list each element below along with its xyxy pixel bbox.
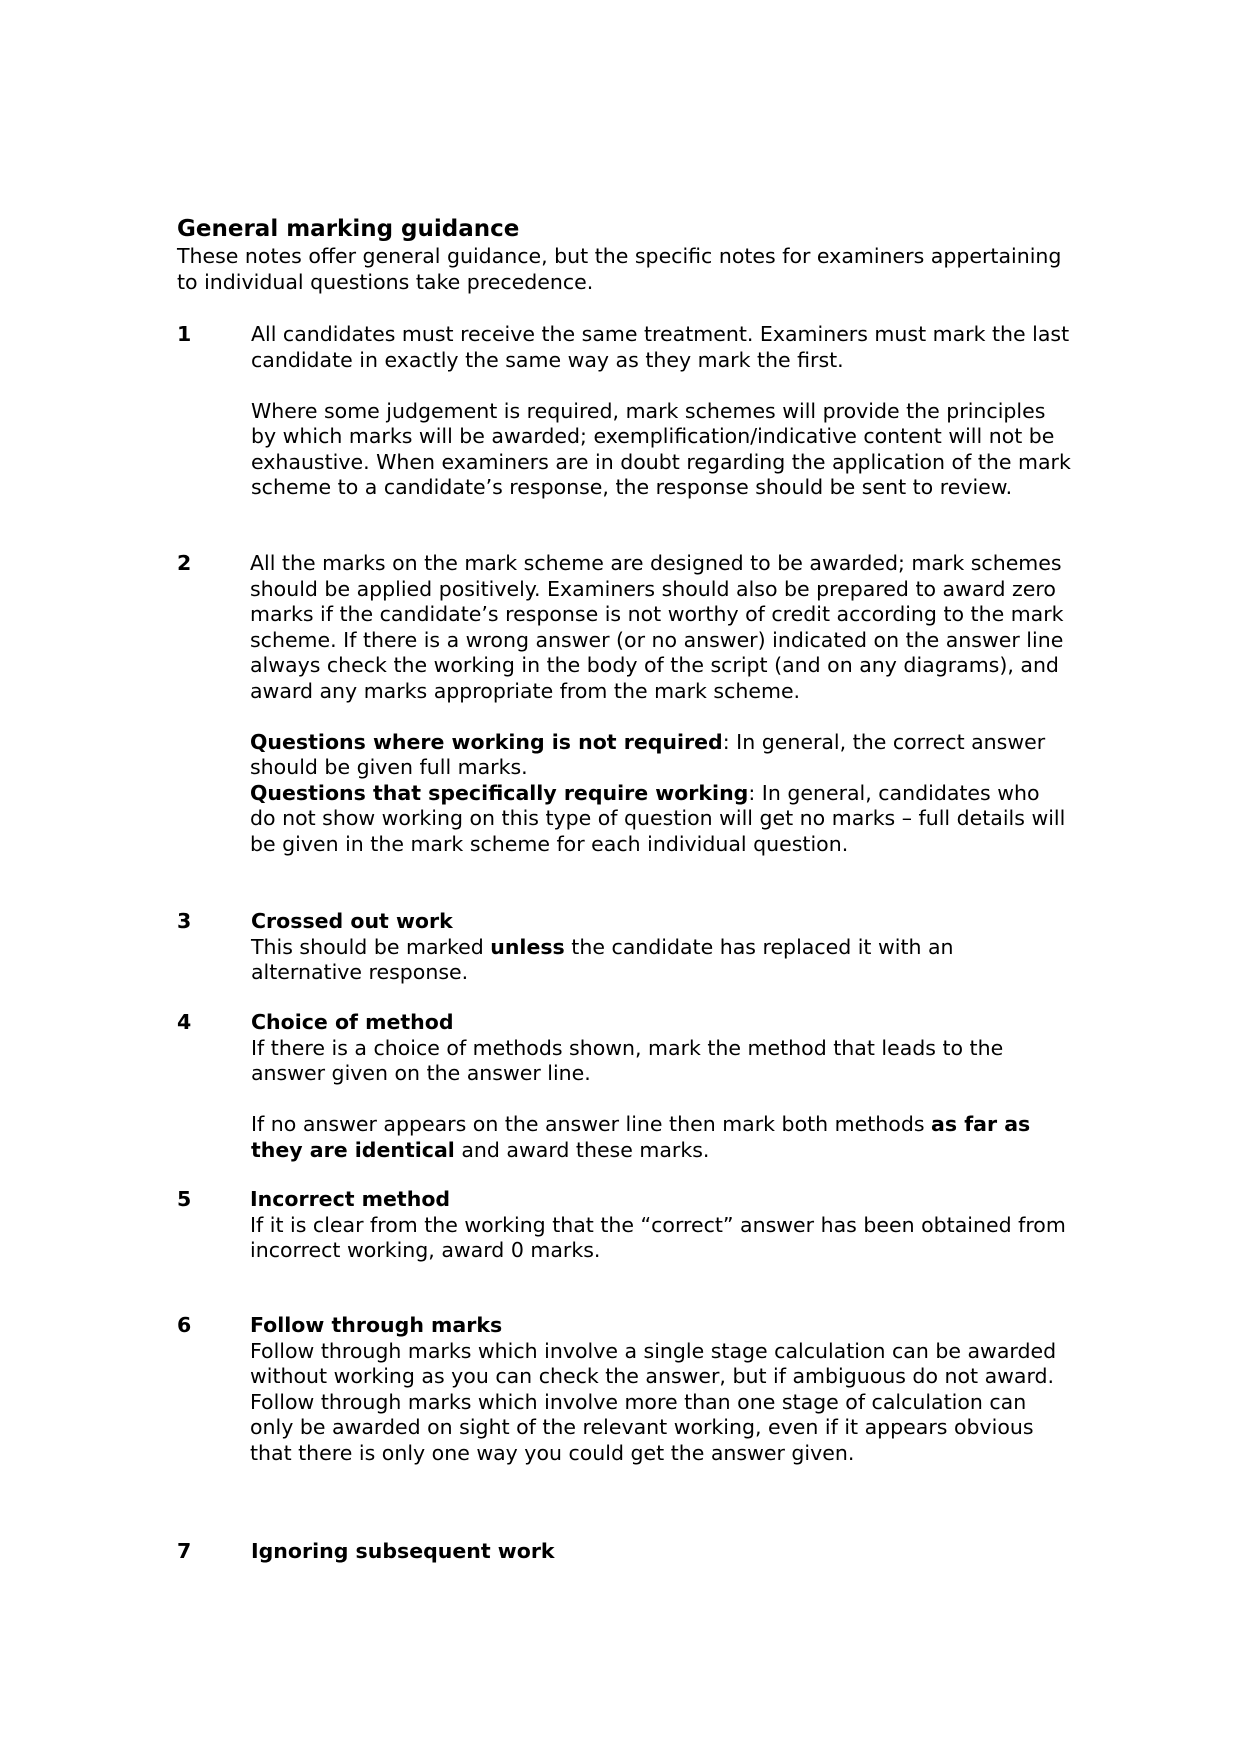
item-title: Ignoring subsequent work: [251, 1539, 555, 1563]
item-body: [250, 551, 1070, 857]
page-title: General marking guidance: [177, 216, 520, 242]
item-number: 4: [177, 1010, 192, 1034]
item-title: Follow through marks: [250, 1313, 503, 1337]
text-phrase: This should be marked: [251, 934, 491, 959]
text-phrase: and award these marks.: [454, 1137, 710, 1162]
item-number: 7: [177, 1539, 192, 1563]
item-number: 2: [177, 551, 192, 575]
item-title: Incorrect method: [250, 1187, 451, 1211]
item-number: 1: [177, 322, 192, 346]
text-phrase: If no answer appears on the answer line then mark both methods: [251, 1112, 932, 1136]
item-body: [251, 322, 1071, 501]
item-body: [251, 1010, 1071, 1163]
bold-phrase: as far as they are identical: [251, 1112, 1031, 1162]
item-body: [250, 1187, 1070, 1264]
item-title: Crossed out work: [251, 909, 453, 933]
item-number: 6: [177, 1313, 192, 1337]
intro-paragraph: These notes offer general guidance, but the specific notes for examiners appertaining to individual questions take precedence.: [177, 244, 1062, 294]
item-body: [250, 1313, 1070, 1466]
item-paragraph: If there is a choice of methods shown, mark the method that leads to the answer given on the answer line.: [251, 1035, 1004, 1085]
item-paragraph: [251, 935, 1071, 986]
item-title: Choice of method: [251, 1010, 454, 1034]
bold-phrase: Questions that specifically require working: [250, 780, 749, 805]
item-number: 3: [177, 909, 192, 933]
item-number: 5: [177, 1187, 192, 1211]
bold-phrase: Questions where working is not required: [250, 729, 723, 754]
text-phrase: the candidate has replaced it with an alternative response.: [251, 934, 954, 984]
item-paragraph: All candidates must receive the same treatment. Examiners must mark the last candidate in exactly the same way as they mark the first.: [251, 322, 1070, 372]
item-paragraph: If it is clear from the working that the “correct” answer has been obtained from incorrect working, award 0 marks.: [250, 1212, 1066, 1262]
item-paragraph: Where some judgement is required, mark schemes will provide the principles by which marks will be awarded; exemplification/indicative content will not be exhaustive. When examiners are in doubt regarding the application of the mark scheme to a candidate’s response, the response should be sent to review.: [251, 398, 1071, 499]
item-paragraph: Follow through marks which involve more than one stage of calculation can only be awarded on sight of the relevant working, even if it appears obvious that there is only one way you could get the answer given.: [250, 1389, 1034, 1465]
text-phrase: : In general, the correct answer should be given full marks.: [250, 729, 1046, 779]
text-phrase: : In general, candidates who do not show working on this type of question will get no marks – full details will be given in the mark scheme for each individual question.: [250, 780, 1066, 856]
item-paragraph: Follow through marks which involve a single stage calculation can be awarded without working as you can check the answer, but if ambiguous do not award.: [250, 1338, 1057, 1388]
item-paragraph: All the marks on the mark scheme are designed to be awarded; mark schemes should be applied positively. Examiners should also be prepared to award zero marks if the candidate’s response is not worthy of credit according to the mark scheme. If there is a wrong answer (or no answer) indicated on the answer line always check the working in the body of the script (and on any diagrams), and award any marks appropriate from the mark scheme.: [250, 551, 1064, 703]
item-body: [251, 909, 1071, 986]
item-paragraph: [251, 1112, 1071, 1163]
item-paragraph-working-required: [250, 781, 1070, 858]
bold-phrase: unless: [490, 934, 565, 959]
item-paragraph-working-not-required: [250, 730, 1070, 781]
item-body: [251, 1539, 1071, 1565]
